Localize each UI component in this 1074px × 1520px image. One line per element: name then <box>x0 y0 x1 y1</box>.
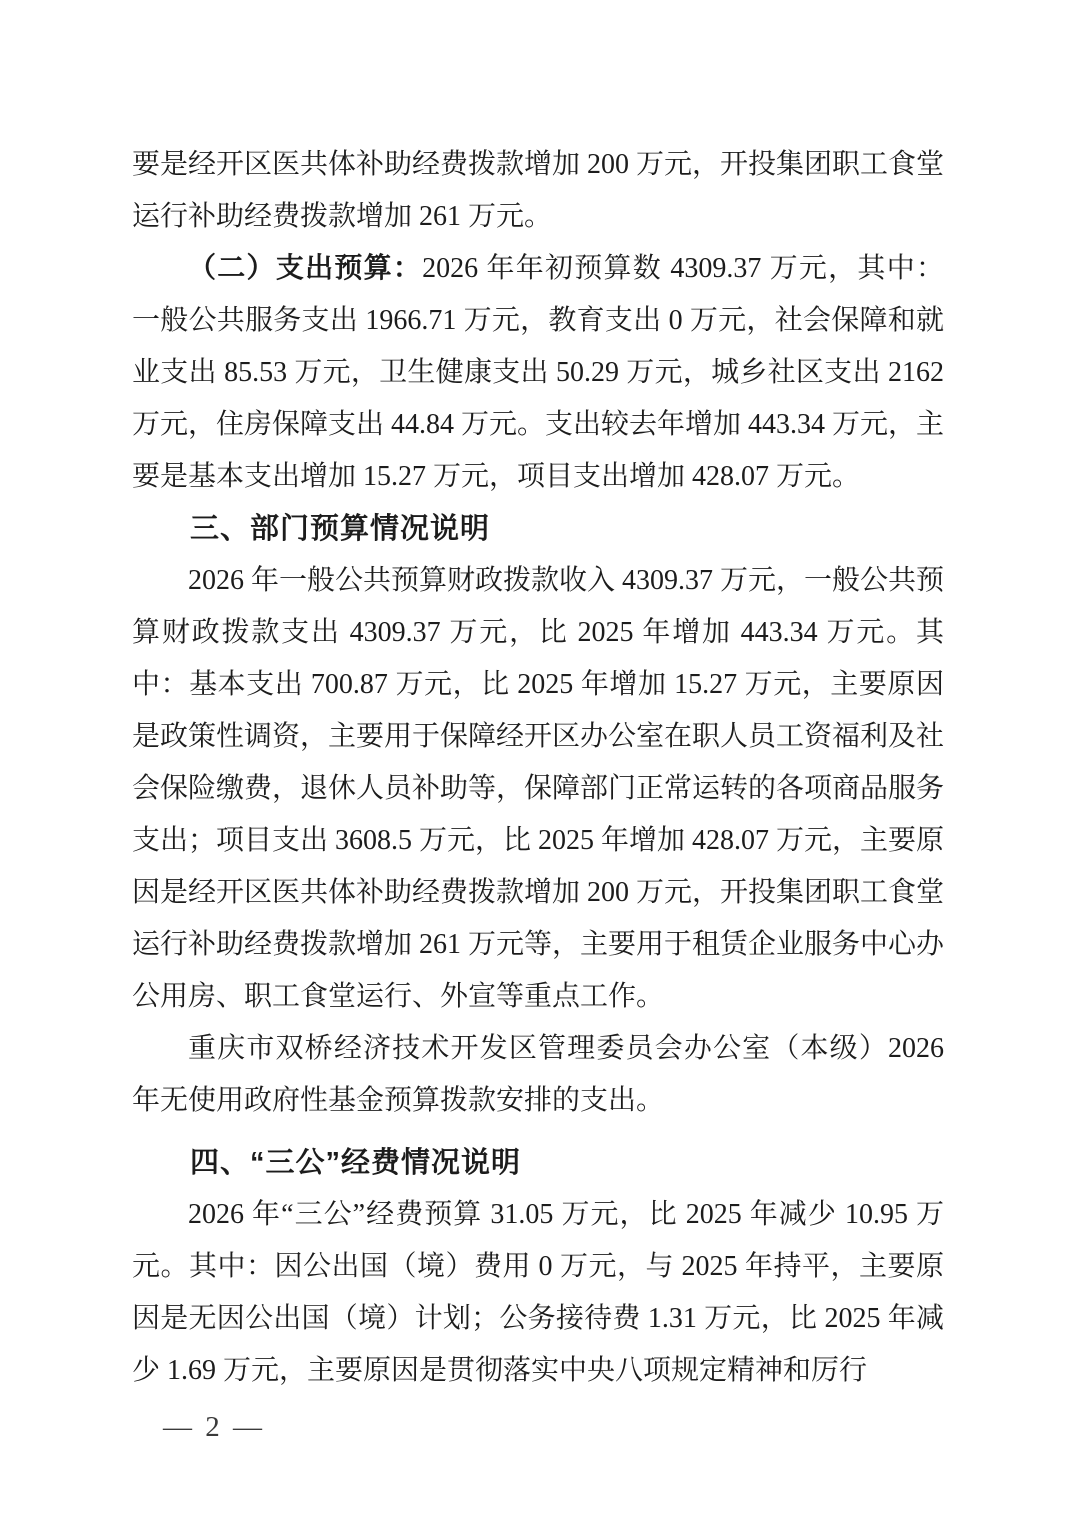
paragraph: 2026 年“三公”经费预算 31.05 万元，比 2025 年减少 10.95 万元。其中：因公出国（境）费用 0 万元，与 2025 年持平，主要原因是无因公出国（境）计划；公务接待费 1.31 万元，比 2025 年减少 1.69 万元，主要原因是贯彻落实中央八项规定精神和厉行 <box>132 1199 944 1386</box>
paragraph: 2026 年一般公共预算财政拨款收入 4309.37 万元，一般公共预算财政拨款支出 4309.37 万元，比 2025 年增加 443.34 万元。其中：基本支出 700.87 万元，比 2025 年增加 15.27 万元，主要原因是政策性调资，主要用于保障经开区办公室在职人员工资福利及社会保险缴费，退休人员补助等，保障部门正常运转的各项商品服务支出；项目支出 3608.5 万元，比 2025 年增加 428.07 万元，主要原因是经开区医共体补助经费拨款增加 200 万元，开投集团职工食堂运行补助经费拨款增加 261 万元等，主要用于租赁企业服务中心办公用房、职工食堂运行、外宣等重点工作。 <box>132 565 945 1012</box>
paragraph: 要是经开区医共体补助经费拨款增加 200 万元，开投集团职工食堂运行补助经费拨款增加 261 万元。 <box>132 149 945 232</box>
paragraph: （二）支出预算：2026 年年初预算数 4309.37 万元，其中：一般公共服务支出 1966.71 万元，教育支出 0 万元，社会保障和就业支出 85.53 万元，卫生健康支出 50.29 万元，城乡社区支出 2162 万元，住房保障支出 44.84 万元。支出较去年增加 443.34 万元，主要是基本支出增加 15.27 万元，项目支出增加 428.07 万元。 <box>132 253 945 492</box>
section-heading: 四、“三公”经费情况说明 <box>190 1147 522 1179</box>
section-heading: 三、部门预算情况说明 <box>190 513 491 545</box>
paragraph-lead: （二）支出预算： <box>188 253 423 284</box>
page-number: — 2 — <box>163 1411 265 1443</box>
document-content <box>132 139 944 1397</box>
paragraph: 重庆市双桥经济技术开发区管理委员会办公室（本级）2026 年无使用政府性基金预算拨款安排的支出。 <box>132 1033 944 1116</box>
